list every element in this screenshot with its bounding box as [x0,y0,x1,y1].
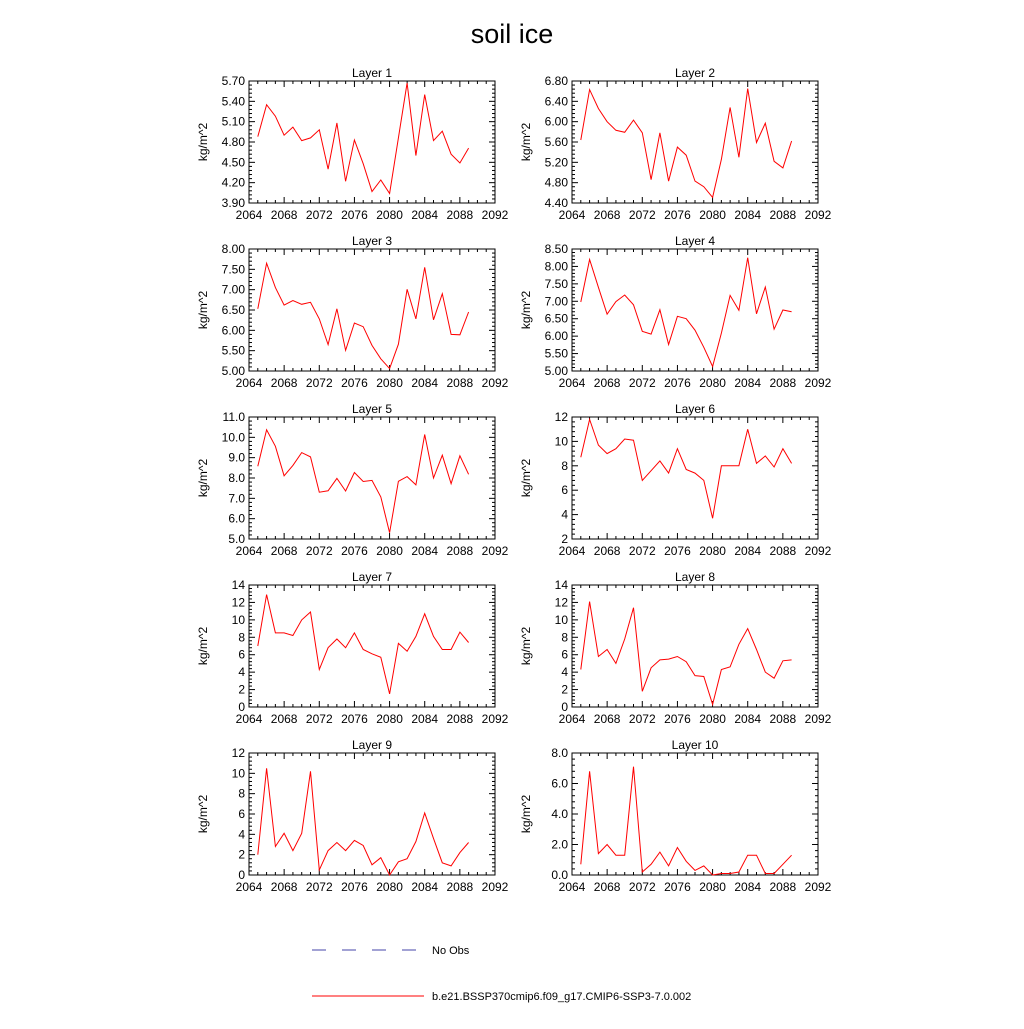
panel-title: Layer 1 [351,66,393,80]
x-tick-label: 2072 [305,208,333,222]
y-axis-label: kg/m^2 [519,122,533,162]
x-tick-label: 2084 [411,712,439,726]
x-tick-label: 2072 [305,712,333,726]
plot-frame [249,753,495,875]
plot-frame [572,753,818,875]
y-tick-label: 14 [231,578,245,592]
y-tick-label: 4.80 [544,175,568,190]
x-tick-label: 2084 [734,544,762,558]
x-tick-label: 2076 [664,880,691,894]
series-line [258,595,469,694]
x-tick-label: 2076 [664,208,691,222]
y-tick-label: 4 [561,507,568,522]
series-line [581,767,792,875]
panel-9 [196,738,509,894]
x-tick-label: 2068 [593,376,621,390]
panel-title: Layer 2 [674,66,716,80]
x-tick-label: 2064 [235,376,263,390]
x-tick-label: 2076 [664,544,691,558]
legend [312,945,691,1003]
y-tick-label: 12 [231,746,245,760]
y-tick-label: 6.50 [221,303,245,317]
y-tick-label: 4 [238,827,245,842]
y-tick-label: 5.60 [544,135,568,149]
plot-frame [249,585,495,707]
y-tick-label: 6.50 [544,311,568,326]
x-tick-label: 2092 [481,712,509,726]
x-tick-label: 2080 [376,208,403,222]
y-tick-label: 2 [238,682,245,697]
x-tick-label: 2076 [341,712,368,726]
x-tick-label: 2088 [769,376,797,390]
y-axis-label: kg/m^2 [196,290,210,330]
panel-6 [519,402,832,558]
y-tick-label: 4.40 [544,196,568,210]
y-tick-label: 8.0 [551,746,568,760]
y-tick-label: 14 [554,578,568,592]
x-tick-label: 2072 [628,376,656,390]
x-tick-label: 2080 [376,712,403,726]
x-tick-label: 2076 [341,208,368,222]
y-tick-label: 6.0 [551,776,568,791]
x-tick-label: 2092 [804,712,832,726]
plot-frame [249,81,495,203]
x-tick-label: 2080 [699,208,726,222]
x-tick-label: 2072 [628,208,656,222]
y-tick-label: 0.0 [551,868,568,882]
x-tick-label: 2092 [804,208,832,222]
series-line [581,258,792,367]
x-tick-label: 2076 [664,712,691,726]
y-tick-label: 5.00 [221,364,245,378]
x-tick-label: 2064 [235,712,263,726]
y-tick-label: 6.00 [221,323,245,338]
x-tick-label: 2072 [305,376,333,390]
y-tick-label: 7.00 [221,282,245,297]
x-tick-label: 2092 [481,376,509,390]
panel-1 [196,66,509,222]
x-tick-label: 2080 [376,544,403,558]
x-tick-label: 2064 [558,376,586,390]
series-line [258,430,469,533]
x-tick-label: 2088 [446,712,474,726]
x-tick-label: 2068 [270,208,298,222]
x-tick-label: 2080 [376,376,403,390]
y-tick-label: 6 [238,647,245,662]
x-tick-label: 2088 [769,208,797,222]
x-tick-label: 2088 [446,880,474,894]
y-tick-label: 2 [561,532,568,546]
y-axis-label: kg/m^2 [519,794,533,834]
y-tick-label: 4 [238,665,245,680]
y-tick-label: 6.80 [544,74,568,88]
plot-frame [572,249,818,371]
series-line [258,83,469,194]
y-tick-label: 8 [561,630,568,645]
x-tick-label: 2088 [769,880,797,894]
series-line [258,263,469,368]
panel-7 [196,570,509,726]
x-tick-label: 2092 [481,544,509,558]
y-tick-label: 8.50 [544,242,568,256]
y-tick-label: 7.50 [221,262,245,277]
series-line [258,768,469,875]
x-tick-label: 2080 [699,712,726,726]
y-tick-label: 9.0 [228,450,245,465]
legend-label-no-obs: No Obs [432,945,470,957]
series-line [581,602,792,705]
y-tick-label: 2 [561,682,568,697]
y-tick-label: 5.10 [221,114,245,129]
y-tick-label: 4.80 [221,135,245,149]
x-tick-label: 2068 [593,544,621,558]
panel-10 [519,738,832,894]
panel-5 [196,402,509,558]
x-tick-label: 2088 [446,208,474,222]
x-tick-label: 2068 [593,712,621,726]
x-tick-label: 2076 [341,544,368,558]
x-tick-label: 2064 [235,880,263,894]
x-tick-label: 2068 [270,712,298,726]
x-tick-label: 2092 [481,880,509,894]
y-tick-label: 0 [238,700,245,714]
y-tick-label: 5.00 [544,364,568,378]
y-tick-label: 5.50 [544,346,568,361]
y-tick-label: 5.50 [221,343,245,358]
panel-title: Layer 8 [674,570,716,584]
y-tick-label: 5.20 [544,155,568,170]
plot-frame [572,417,818,539]
y-tick-label: 10 [231,766,245,781]
y-tick-label: 10 [554,434,568,449]
x-tick-label: 2080 [376,880,403,894]
x-tick-label: 2064 [558,208,586,222]
x-tick-label: 2072 [628,712,656,726]
y-tick-label: 12 [554,595,568,610]
y-axis-label: kg/m^2 [519,458,533,498]
x-tick-label: 2084 [411,208,439,222]
y-tick-label: 2.0 [551,837,568,852]
x-tick-label: 2092 [804,880,832,894]
y-tick-label: 10.0 [221,430,245,445]
y-tick-label: 4 [561,665,568,680]
x-tick-label: 2064 [235,208,263,222]
y-tick-label: 0 [561,700,568,714]
plot-frame [249,249,495,371]
y-tick-label: 8 [238,786,245,801]
x-tick-label: 2068 [270,544,298,558]
panel-title: Layer 3 [351,234,393,248]
y-tick-label: 8 [561,458,568,473]
x-tick-label: 2084 [411,880,439,894]
panel-4 [519,234,832,390]
x-tick-label: 2084 [411,376,439,390]
y-axis-label: kg/m^2 [519,290,533,330]
y-tick-label: 11.0 [222,410,245,424]
y-tick-label: 12 [554,410,568,424]
x-tick-label: 2072 [628,880,656,894]
panel-title: Layer 4 [674,234,716,248]
panel-3 [196,234,509,390]
y-tick-label: 4.0 [551,807,568,821]
x-tick-label: 2080 [699,880,726,894]
series-line [581,419,792,518]
x-tick-label: 2092 [481,208,509,222]
y-axis-label: kg/m^2 [196,122,210,162]
y-tick-label: 6.00 [544,114,568,129]
y-tick-label: 6 [561,647,568,662]
plot-frame [572,81,818,203]
y-tick-label: 8 [238,630,245,645]
x-tick-label: 2084 [734,712,762,726]
y-tick-label: 6 [561,483,568,498]
y-tick-label: 4.20 [221,175,245,190]
plot-frame [249,417,495,539]
legend-label-run: b.e21.BSSP370cmip6.f09_g17.CMIP6-SSP3-7.0.002 [432,991,692,1003]
panel-title: Layer 10 [671,738,719,752]
x-tick-label: 2064 [558,880,586,894]
panel-title: Layer 7 [351,570,393,584]
y-tick-label: 8.0 [228,471,245,485]
x-tick-label: 2076 [341,376,368,390]
x-tick-label: 2088 [446,376,474,390]
y-tick-label: 5.0 [228,532,245,546]
y-tick-label: 6 [238,807,245,821]
panel-2 [519,66,832,222]
y-tick-label: 5.70 [221,74,245,88]
y-tick-label: 2 [238,847,245,862]
y-axis-label: kg/m^2 [519,626,533,666]
y-tick-label: 3.90 [221,196,245,210]
x-tick-label: 2084 [734,208,762,222]
y-tick-label: 8.00 [544,259,568,274]
panel-8 [519,570,832,726]
x-tick-label: 2068 [270,376,298,390]
plot-frame [572,585,818,707]
y-tick-label: 6.0 [228,511,245,526]
x-tick-label: 2076 [664,376,691,390]
x-tick-label: 2080 [699,376,726,390]
x-tick-label: 2084 [411,544,439,558]
y-tick-label: 6.40 [544,94,568,109]
x-tick-label: 2068 [593,208,621,222]
y-tick-label: 7.00 [544,294,568,309]
x-tick-label: 2092 [804,544,832,558]
panel-title: Layer 5 [351,402,393,416]
y-tick-label: 7.50 [544,276,568,291]
panel-title: Layer 9 [351,738,393,752]
x-tick-label: 2084 [734,376,762,390]
y-tick-label: 0 [238,868,245,882]
y-tick-label: 6.00 [544,329,568,344]
y-axis-label: kg/m^2 [196,626,210,666]
x-tick-label: 2088 [446,544,474,558]
x-tick-label: 2068 [593,880,621,894]
y-tick-label: 8.00 [221,242,245,256]
x-tick-label: 2084 [734,880,762,894]
chart-title: soil ice [470,19,554,49]
x-tick-label: 2072 [628,544,656,558]
y-axis-label: kg/m^2 [196,458,210,498]
x-tick-label: 2088 [769,544,797,558]
y-tick-label: 5.40 [221,94,245,109]
x-tick-label: 2092 [804,376,832,390]
y-tick-label: 10 [554,612,568,627]
x-tick-label: 2072 [305,880,333,894]
x-tick-label: 2064 [558,712,586,726]
x-tick-label: 2068 [270,880,298,894]
y-tick-label: 7.0 [228,491,245,506]
panel-title: Layer 6 [674,402,716,416]
y-tick-label: 4.50 [221,155,245,170]
y-tick-label: 12 [231,595,245,610]
x-tick-label: 2080 [699,544,726,558]
x-tick-label: 2088 [769,712,797,726]
y-axis-label: kg/m^2 [196,794,210,834]
y-tick-label: 10 [231,612,245,627]
x-tick-label: 2064 [558,544,586,558]
x-tick-label: 2064 [235,544,263,558]
x-tick-label: 2072 [305,544,333,558]
series-line [581,89,792,198]
x-tick-label: 2076 [341,880,368,894]
